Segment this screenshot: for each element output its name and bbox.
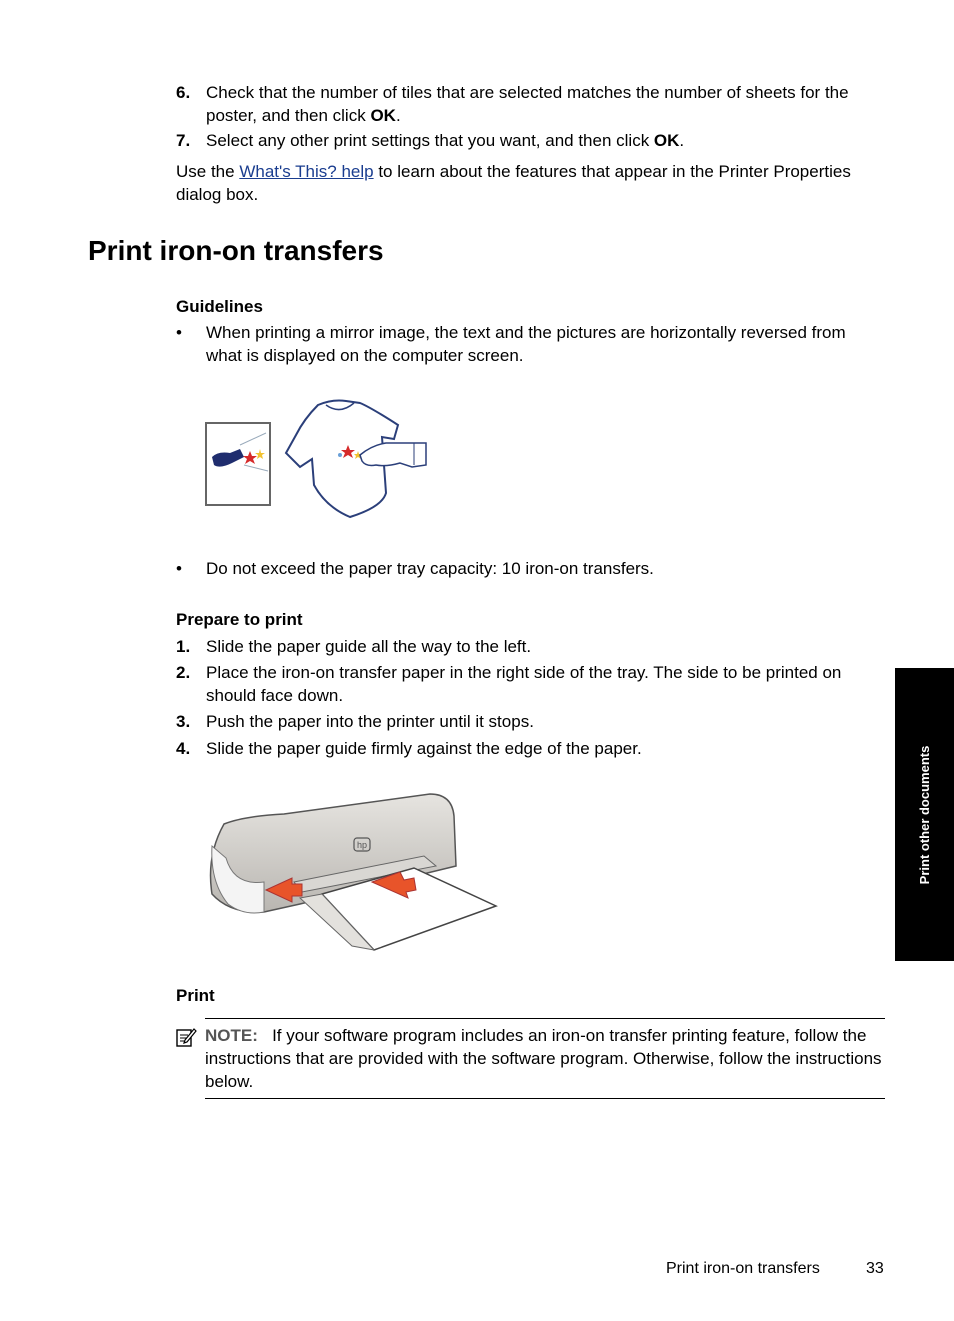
step-text: Slide the paper guide all the way to the left. xyxy=(206,637,532,656)
printer-illustration xyxy=(204,786,500,954)
bullet-glyph: • xyxy=(176,559,182,578)
note-text: NOTE: If your software program includes an iron-on transfer printing feature, follow the instructions that are provided with the software program. Otherwise, follow the instructions below. xyxy=(205,1026,882,1091)
guideline-item: Do not exceed the paper tray capacity: 10 iron-on transfers. xyxy=(206,559,654,578)
footer-title: Print iron-on transfers xyxy=(666,1260,820,1277)
step-text: Place the iron-on transfer paper in the right side of the tray. The side to be printed on should face down. xyxy=(206,663,842,705)
section-heading: Print iron-on transfers xyxy=(88,235,384,266)
step-text: Select any other print settings that you want, and then click OK. xyxy=(206,131,685,150)
step-text: Push the paper into the printer until it stops. xyxy=(206,712,534,731)
whats-this-help-link[interactable]: What's This? help xyxy=(239,162,374,181)
step-number: 7. xyxy=(176,131,191,150)
note-bottom-rule xyxy=(205,1098,885,1099)
printer-logo: hp xyxy=(356,840,368,850)
note-label: NOTE: xyxy=(205,1026,258,1045)
step-number: 2. xyxy=(176,663,191,682)
guideline-item: When printing a mirror image, the text and the pictures are horizontally reversed from what is displayed on the computer screen. xyxy=(206,323,846,365)
help-paragraph: Use the What's This? help to learn about the features that appear in the Printer Properties dialog box. xyxy=(176,162,851,204)
bullet-glyph: • xyxy=(176,323,182,342)
step-text: Slide the paper guide firmly against the edge of the paper. xyxy=(206,739,642,758)
note-icon xyxy=(175,1026,197,1048)
page-number: 33 xyxy=(866,1260,884,1277)
print-heading: Print xyxy=(176,986,215,1005)
step-number: 3. xyxy=(176,712,191,731)
guidelines-heading: Guidelines xyxy=(176,297,263,316)
tshirt-illustration xyxy=(200,395,432,523)
note-top-rule xyxy=(205,1018,885,1019)
prepare-heading: Prepare to print xyxy=(176,610,303,629)
side-chapter-tab: Print other documents xyxy=(895,668,954,961)
step-text: Check that the number of tiles that are selected matches the number of sheets for the poster, and then click OK. xyxy=(206,83,849,125)
step-number: 6. xyxy=(176,83,191,102)
step-number: 4. xyxy=(176,739,191,758)
step-number: 1. xyxy=(176,637,191,656)
